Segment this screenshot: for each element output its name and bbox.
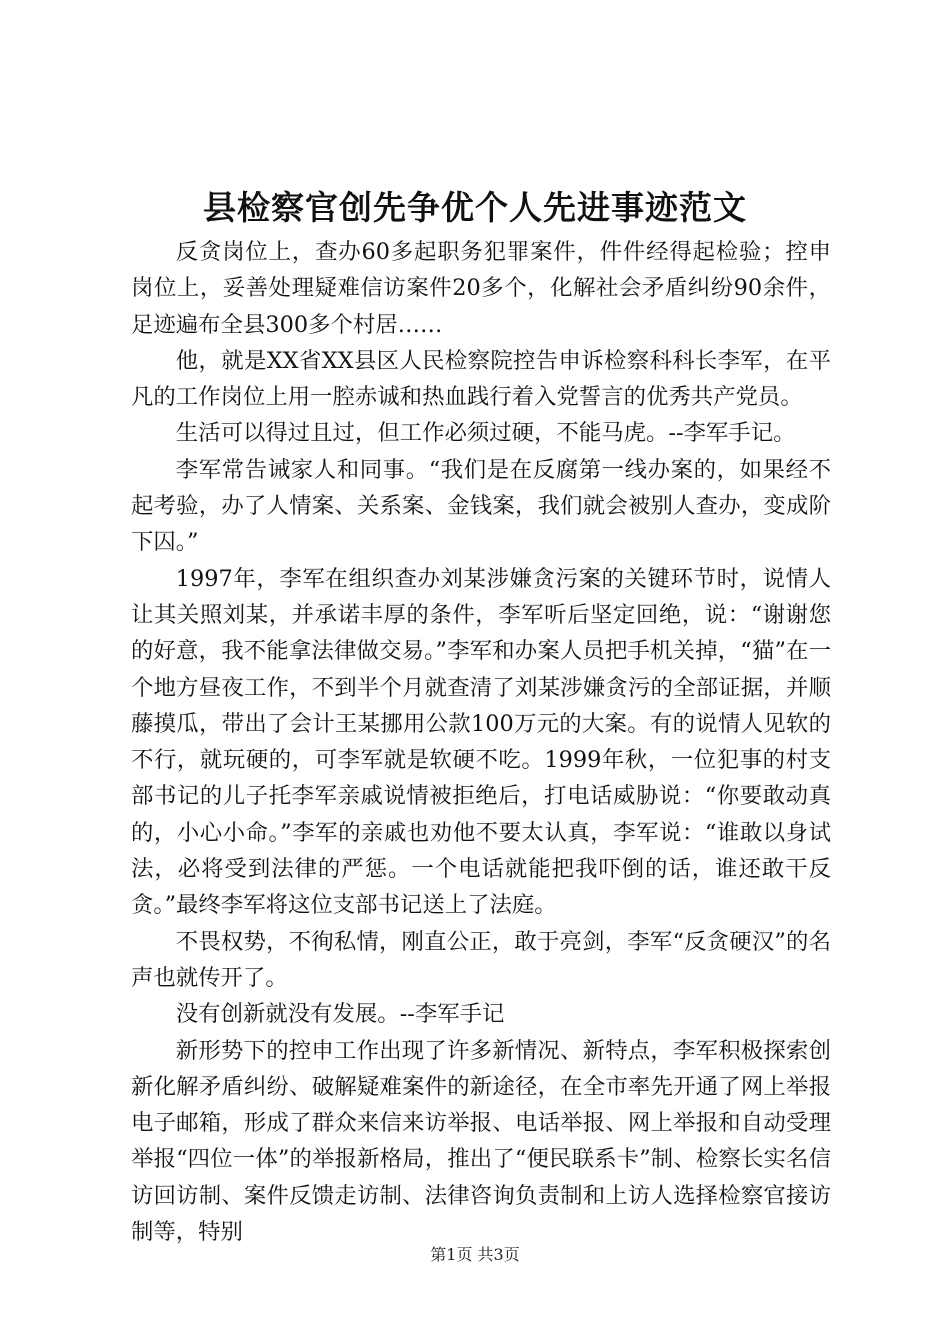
paragraph: 没有创新就没有发展。--李军手记 bbox=[175, 1001, 505, 1028]
paragraph: 生活可以得过且过，但工作必须过硬，不能马虎。--李军手记。 bbox=[175, 420, 796, 447]
paragraph: 不畏权势，不徇私情，刚直公正，敢于亮剑，李军“反贪硬汉”的名声也就传开了。 bbox=[131, 928, 831, 991]
paragraph: 李军常告诫家人和同事。“我们是在反腐第一线办案的，如果经不起考验，办了人情案、关系案、金钱案，我们就会被别人查办，变成阶下囚。” bbox=[131, 456, 831, 556]
page-number-footer: 第1页 共3页 bbox=[430, 1245, 520, 1264]
document-body bbox=[131, 234, 831, 1250]
paragraph: 反贪岗位上，查办60多起职务犯罪案件，件件经得起检验；控申岗位上，妥善处理疑难信访案件20多个，化解社会矛盾纠纷90余件，足迹遍布全县300多个村居…… bbox=[131, 239, 831, 338]
paragraph: 1997年，李军在组织查办刘某涉嫌贪污案的关键环节时，说情人让其关照刘某，并承诺丰厚的条件，李军听后坚定回绝，说：“谢谢您的好意，我不能拿法律做交易。”李军和办案人员把手机关掉，“猫”在一个地方昼夜工作，不到半个月就查清了刘某涉嫌贪污的全部证据，并顺藤摸瓜，带出了会计王某挪用公款100万元的大案。有的说情人见软的不行，就玩硬的，可李军就是软硬不吃。1999年秋，一位犯事的村支部书记的儿子托李军亲戚说情被拒绝后，打电话威胁说：“你要敢动真的，小心小命。”李军的亲戚也劝他不要太认真，李军说：“谁敢以身试法，必将受到法律的严惩。一个电话就能把我吓倒的话，谁还敢干反贪。”最终李军将这位支部书记送上了法庭。 bbox=[131, 565, 831, 919]
paragraph: 他，就是XX省XX县区人民检察院控告申诉检察科科长李军，在平凡的工作岗位上用一腔赤诚和热血践行着入党誓言的优秀共产党员。 bbox=[131, 347, 831, 411]
paragraph: 新形势下的控申工作出现了许多新情况、新特点，李军积极探索创新化解矛盾纠纷、破解疑难案件的新途径，在全市率先开通了网上举报电子邮箱，形成了群众来信来访举报、电话举报、网上举报和自动受理举报“四位一体”的举报新格局，推出了“便民联系卡”制、检察长实名信访回访制、案件反馈走访制、法律咨询负责制和上访人选择检察官接访制等，特别 bbox=[131, 1037, 831, 1246]
document-title: 县检察官创先争优个人先进事迹范文 bbox=[203, 188, 747, 227]
